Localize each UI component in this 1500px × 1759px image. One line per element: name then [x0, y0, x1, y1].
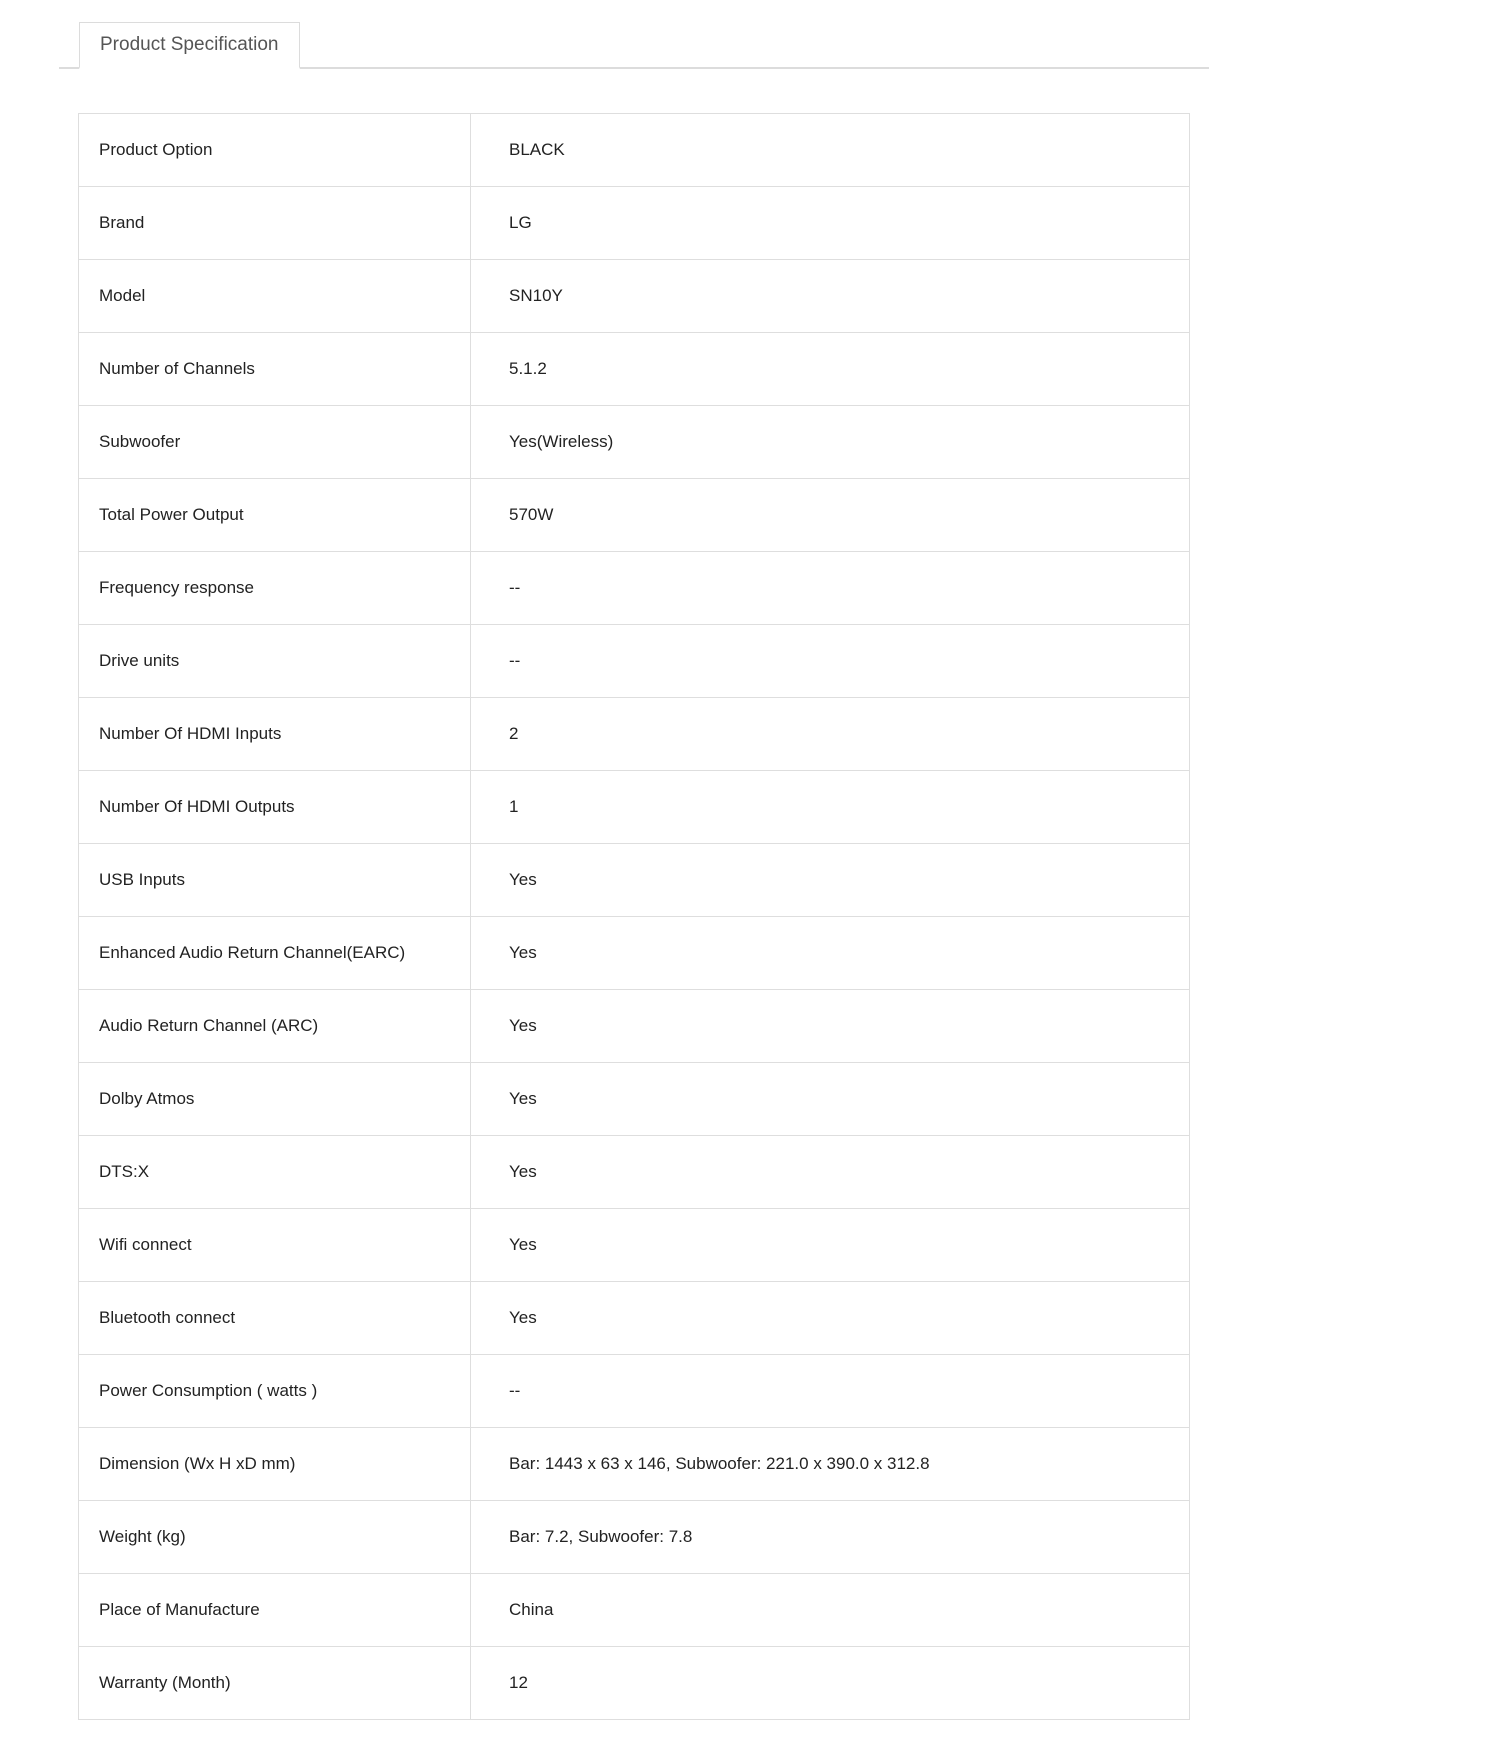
table-row [79, 1574, 1190, 1647]
table-row [79, 1501, 1190, 1574]
spec-value: -- [471, 1355, 1190, 1428]
spec-table [78, 113, 1190, 1720]
spec-value: Bar: 1443 x 63 x 146, Subwoofer: 221.0 x 390.0 x 312.8 [471, 1428, 1190, 1501]
spec-value: -- [471, 552, 1190, 625]
table-row [79, 1063, 1190, 1136]
table-row [79, 698, 1190, 771]
spec-label: Audio Return Channel (ARC) [79, 990, 471, 1063]
spec-label: Bluetooth connect [79, 1282, 471, 1355]
spec-value: 12 [471, 1647, 1190, 1720]
spec-value: SN10Y [471, 260, 1190, 333]
spec-label: Drive units [79, 625, 471, 698]
spec-value: Yes(Wireless) [471, 406, 1190, 479]
spec-label: Power Consumption ( watts ) [79, 1355, 471, 1428]
table-row [79, 625, 1190, 698]
spec-value: Yes [471, 1282, 1190, 1355]
table-row [79, 844, 1190, 917]
spec-value: 1 [471, 771, 1190, 844]
table-row [79, 1355, 1190, 1428]
spec-value: LG [471, 187, 1190, 260]
table-row [79, 406, 1190, 479]
spec-value: Yes [471, 1136, 1190, 1209]
table-row [79, 114, 1190, 187]
spec-label: Warranty (Month) [79, 1647, 471, 1720]
spec-value: Yes [471, 990, 1190, 1063]
tab-bar [59, 22, 1209, 69]
table-row [79, 771, 1190, 844]
table-row [79, 990, 1190, 1063]
spec-label: Subwoofer [79, 406, 471, 479]
spec-label: Enhanced Audio Return Channel(EARC) [79, 917, 471, 990]
spec-label: Weight (kg) [79, 1501, 471, 1574]
spec-value: -- [471, 625, 1190, 698]
table-row [79, 479, 1190, 552]
table-row [79, 1282, 1190, 1355]
table-row [79, 260, 1190, 333]
spec-label: Dolby Atmos [79, 1063, 471, 1136]
spec-value: Yes [471, 844, 1190, 917]
spec-value: 5.1.2 [471, 333, 1190, 406]
spec-label: Model [79, 260, 471, 333]
spec-label: Wifi connect [79, 1209, 471, 1282]
spec-label: Total Power Output [79, 479, 471, 552]
spec-label: Product Option [79, 114, 471, 187]
spec-label: Dimension (Wx H xD mm) [79, 1428, 471, 1501]
spec-label: USB Inputs [79, 844, 471, 917]
spec-label: Place of Manufacture [79, 1574, 471, 1647]
table-row [79, 187, 1190, 260]
spec-label: Number Of HDMI Outputs [79, 771, 471, 844]
tab-product-specification[interactable]: Product Specification [79, 22, 300, 69]
table-row [79, 1209, 1190, 1282]
spec-value: 570W [471, 479, 1190, 552]
table-row [79, 552, 1190, 625]
table-row [79, 917, 1190, 990]
table-row [79, 1136, 1190, 1209]
spec-value: Yes [471, 917, 1190, 990]
spec-value: BLACK [471, 114, 1190, 187]
spec-label: Frequency response [79, 552, 471, 625]
spec-label: Number Of HDMI Inputs [79, 698, 471, 771]
table-row [79, 1428, 1190, 1501]
spec-value: Bar: 7.2, Subwoofer: 7.8 [471, 1501, 1190, 1574]
spec-label: DTS:X [79, 1136, 471, 1209]
spec-value: China [471, 1574, 1190, 1647]
spec-value: 2 [471, 698, 1190, 771]
table-row [79, 1647, 1190, 1720]
spec-value: Yes [471, 1063, 1190, 1136]
table-row [79, 333, 1190, 406]
spec-value: Yes [471, 1209, 1190, 1282]
spec-label: Brand [79, 187, 471, 260]
spec-label: Number of Channels [79, 333, 471, 406]
